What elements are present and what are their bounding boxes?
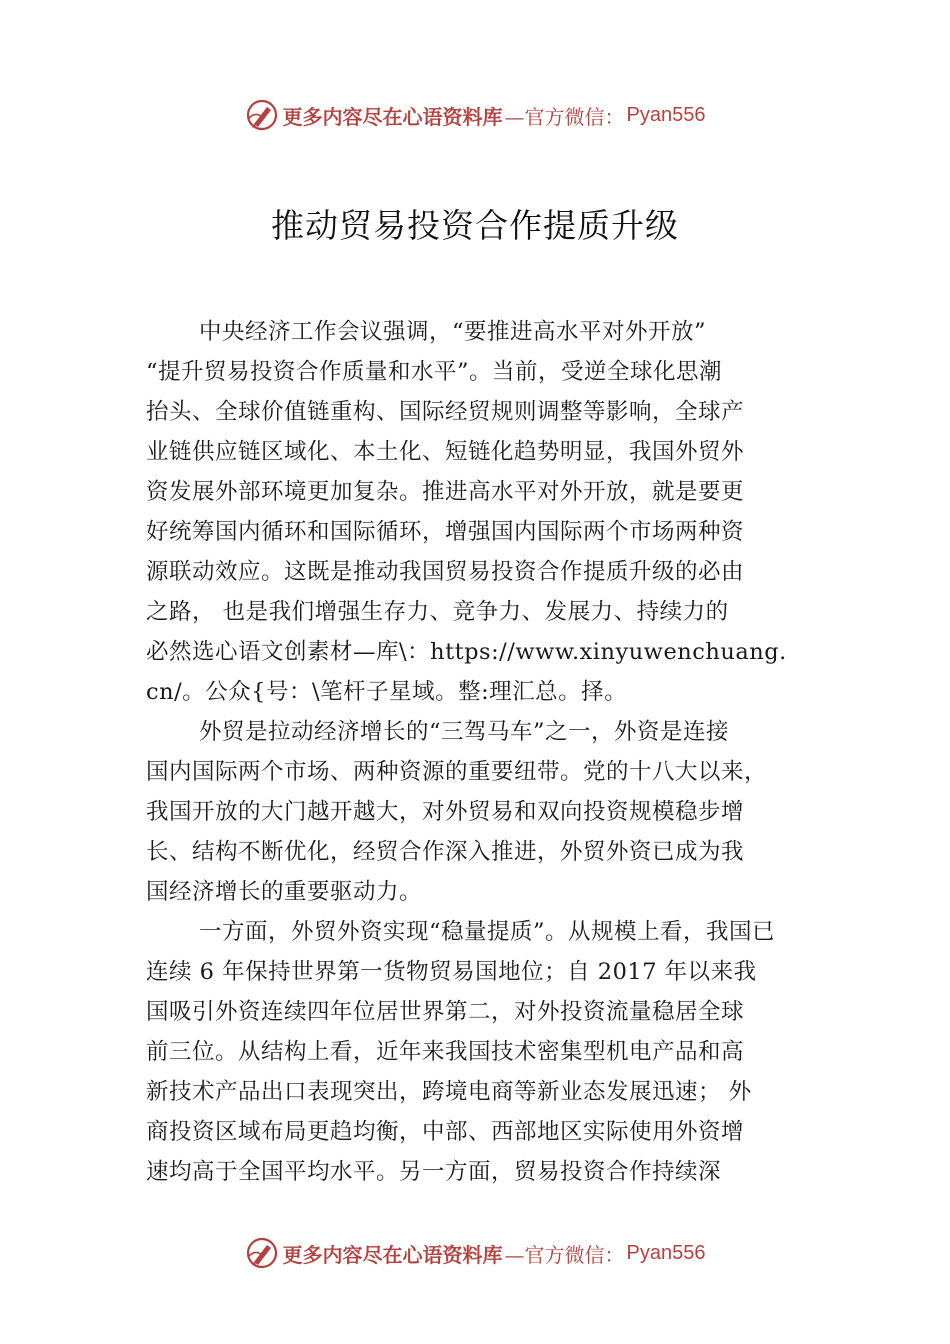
banner-brand-text: 更多内容尽在心语资料库 [282, 1242, 503, 1267]
body-line: 好统筹国内循环和国际循环，增强国内国际两个市场两种资 [146, 519, 745, 545]
banner-wechat-handle: Pyan556 [626, 1241, 706, 1264]
body-line: 之路， 也是我们增强生存力、竞争力、发展力、持续力的 [146, 599, 729, 625]
body-line: 国经济增长的重要驱动力。 [146, 879, 423, 905]
body-line: 长、结构不断优化，经贸合作深入推进，外贸外资已成为我 [146, 839, 745, 865]
body-line: 速均高于全国平均水平。另一方面，贸易投资合作持续深 [146, 1159, 722, 1185]
body-line: 一方面，外贸外资实现“稳量提质”。从规模上看，我国已 [199, 919, 776, 945]
body-line: 源联动效应。这既是推动我国贸易投资合作提质升级的必由 [146, 559, 745, 585]
body-line: 抬头、全球价值链重构、国际经贸规则调整等影响，全球产 [146, 399, 745, 425]
header-banner [0, 95, 950, 135]
body-line: 前三位。从结构上看，近年来我国技术密集型机电产品和高 [146, 1039, 745, 1065]
body-line: “提升贸易投资合作质量和水平”。当前，受逆全球化思潮 [146, 359, 723, 385]
body-line: 中央经济工作会议强调，“要推进高水平对外开放” [199, 319, 707, 345]
body-line: 连续 6 年保持世界第一货物贸易国地位；自 2017 年以来我 [146, 959, 757, 985]
body-line: 外贸是拉动经济增长的“三驾马车”之一，外资是连接 [199, 719, 730, 745]
banner-contact-label: —官方微信： [504, 1242, 625, 1267]
body-line: 业链供应链区域化、本土化、短链化趋势明显，我国外贸外 [146, 439, 745, 465]
body-line: 必然选心语文创素材—库\：https://www.xinyuwenchuang. [146, 639, 787, 665]
body-line: 国吸引外资连续四年位居世界第二，对外投资流量稳居全球 [146, 999, 745, 1025]
document-body [146, 312, 821, 1192]
document-title: 推动贸易投资合作提质升级 [271, 206, 679, 245]
body-line: 国内国际两个市场、两种资源的重要纽带。党的十八大以来， [146, 759, 768, 785]
banner-contact-label: —官方微信： [504, 104, 625, 129]
footer-banner [0, 1233, 950, 1273]
pen-logo-icon [245, 1236, 279, 1270]
banner-brand-text: 更多内容尽在心语资料库 [282, 104, 503, 129]
body-line: 新技术产品出口表现突出，跨境电商等新业态发展迅速； 外 [146, 1079, 752, 1105]
pen-logo-icon [245, 98, 279, 132]
body-line: 我国开放的大门越开越大，对外贸易和双向投资规模稳步增 [146, 799, 745, 825]
body-line: cn/。公众{号：\笔杆子星域。整:理汇总。择。 [146, 679, 628, 705]
body-line: 资发展外部环境更加复杂。推进高水平对外开放，就是要更 [146, 479, 745, 505]
banner-wechat-handle: Pyan556 [626, 103, 706, 126]
body-line: 商投资区域布局更趋均衡，中部、西部地区实际使用外资增 [146, 1119, 745, 1145]
